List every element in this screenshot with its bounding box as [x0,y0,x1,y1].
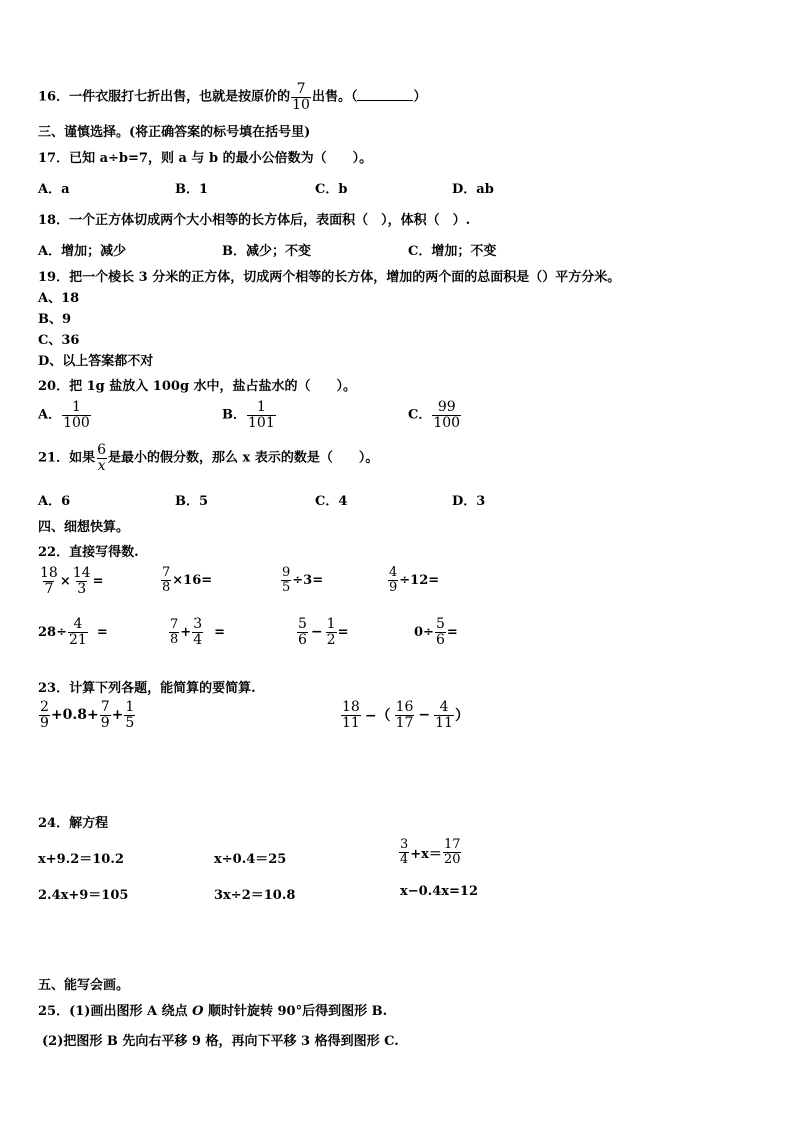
q22-row-1 [38,566,794,606]
option-c[interactable]: C．增加；不变 [408,244,497,259]
option-b[interactable]: B． $\frac{1}{101}$ [222,399,275,431]
calc-expression-1: $\frac{2}{9}$ +0.8+ $\frac{7}{9}$ + $\frac{1}{5}$ [40,699,135,731]
question-25-part-2: (2)把图形 B 先向右平移 9 格，再向下平移 3 格得到图形 C. [42,1034,399,1049]
equation: x÷0.4＝25 [214,852,287,867]
option-d[interactable]: D、以上答案都不对 [38,354,154,369]
question-23-stem: 23．计算下列各题，能简算的要简算. [38,681,256,696]
option-b[interactable]: B．减少；不变 [222,244,311,259]
equation: x+9.2＝10.2 [38,852,124,867]
equation: x−0.4x=12 [400,884,478,899]
calc-item: $\frac{4}{9}$ ÷12= [389,565,440,595]
answer-blank[interactable] [357,88,413,101]
question-17-stem: 17．已知 a÷b=7，则 a 与 b 的最小公倍数为（ ）。 [38,151,373,166]
option-d[interactable]: D．ab [452,182,494,197]
calc-item: $\frac{9}{5}$ ÷3= [282,565,324,595]
section-4-heading: 四、细想快算。 [38,520,130,535]
option-c[interactable]: C． $\frac{99}{100}$ [408,399,461,431]
equation: 3x÷2＝10.8 [214,888,296,903]
q23-expressions [38,700,794,744]
option-c[interactable]: C．b [315,182,348,197]
option-a[interactable]: A、18 [38,291,80,306]
calc-expression-2: $\frac{18}{11}$ −（ $\frac{16}{17}$ − $\frac{4}{11}$ ） [342,699,469,731]
question-21-stem: 21．如果 $\frac{6}{x}$ 是最小的假分数，那么 x 表示的数是（ ）。 [38,442,379,474]
question-20-options [38,400,794,440]
calc-item: $\frac{7}{8}$ ×16= [162,565,213,595]
option-b[interactable]: B．1 [175,182,209,197]
question-17-options [38,178,794,202]
option-a[interactable]: A． $\frac{1}{100}$ [38,399,90,431]
equation: $\frac{3}{4}$ +x＝ $\frac{17}{20}$ [400,837,461,867]
fraction: $\frac{7}{10}$ [292,81,310,113]
option-a[interactable]: A．6 [38,494,71,509]
question-20-stem: 20．把 1g 盐放入 100g 水中，盐占盐水的（ ）。 [38,379,357,394]
section-5-heading: 五、能写会画。 [38,978,130,993]
option-b[interactable]: B．5 [175,494,209,509]
option-a[interactable]: A．a [38,182,70,197]
q16-text: 16． [38,89,70,105]
question-16: 16．一件衣服打七折出售，也就是按原价的 $\frac{7}{10}$ 出售。（ ） [38,81,427,113]
q24-row-1 [38,838,794,878]
option-a[interactable]: A．增加；减少 [38,244,127,259]
question-19-stem: 19．把一个棱长 3 分米的正方体，切成两个相等的长方体，增加的两个面的总面积是（）平方分米。 [38,270,621,285]
question-22-stem: 22．直接写得数. [38,545,139,560]
calc-item: 28÷ $\frac{4}{21}$ = [38,616,108,648]
question-18-stem: 18．一个正方体切成两个大小相等的长方体后，表面积（ ），体积（ ）. [38,213,471,228]
calc-item: $\frac{7}{8}$ + $\frac{3}{4}$ = [170,616,226,648]
question-21-options [38,490,794,514]
calc-item: $\frac{5}{6}$ − $\frac{1}{2}$ = [298,616,349,648]
question-18-options [38,240,794,264]
q24-row-2 [38,884,794,908]
q22-row-2 [38,617,794,657]
option-d[interactable]: D．3 [452,494,486,509]
calc-item: $\frac{18}{7}$ × $\frac{14}{3}$ = [40,565,104,597]
equation: 2.4x+9＝105 [38,888,129,903]
calc-item: 0÷ $\frac{5}{6}$ = [414,616,458,648]
section-3-heading: 三、谨慎选择。(将正确答案的标号填在括号里) [38,125,311,140]
option-c[interactable]: C．4 [315,494,348,509]
question-25-part-1: 25．(1)画出图形 A 绕点 O 顺时针旋转 90°后得到图形 B. [38,1004,388,1019]
option-b[interactable]: B、9 [38,312,72,327]
question-24-stem: 24．解方程 [38,816,109,831]
option-c[interactable]: C、36 [38,333,80,348]
